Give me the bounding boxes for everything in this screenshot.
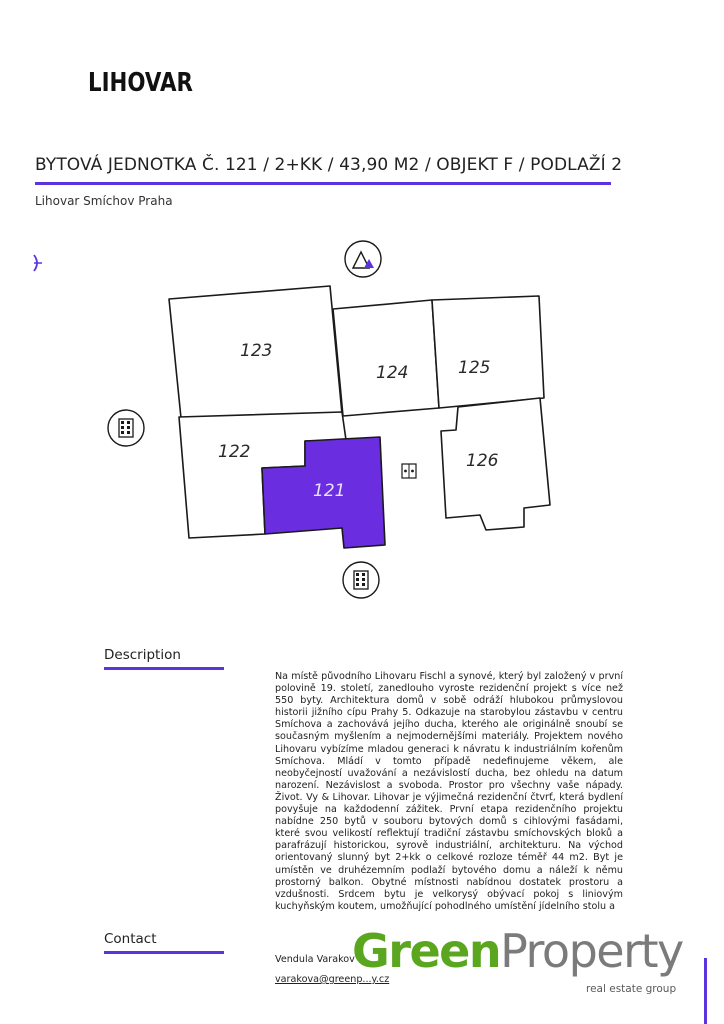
greenproperty-logo-green: Green: [352, 924, 501, 978]
title-underline: [35, 182, 611, 185]
greenproperty-tagline: real estate group: [586, 983, 677, 995]
building-icon: [343, 562, 379, 598]
project-subtitle: Lihovar Smíchov Praha: [35, 194, 173, 208]
building-icon: [108, 410, 144, 446]
contact-heading: Contact: [104, 931, 157, 947]
contact-name: Vendula Varakov: [275, 954, 355, 965]
compass-mark-icon: [28, 253, 44, 273]
unit-label-126: 126: [466, 451, 499, 471]
contact-underline: [104, 951, 224, 954]
mountain-icon: [345, 241, 381, 277]
greenproperty-logo: [352, 924, 683, 978]
contact-email-link[interactable]: varakova@greenp...y.cz: [275, 974, 390, 985]
page-title: BYTOVÁ JEDNOTKA Č. 121 / 2+KK / 43,90 M2 / OBJEKT F / PODLAŽÍ 2: [35, 155, 623, 175]
unit-label-123: 123: [240, 341, 273, 361]
lihovar-logo: LIHOVAR: [88, 68, 193, 98]
unit-label-125: 125: [458, 358, 491, 378]
unit-125-outline: [432, 296, 544, 408]
description-underline: [104, 667, 224, 670]
stairs-icon: [402, 464, 416, 478]
accent-bar: [704, 958, 707, 1024]
description-text: Na místě původního Lihovaru Fischl a synové, který byl založený v první polovině 19. století, zanedlouho vyroste rezidenční projekt s více než 550 byty. Architektura domů v sobě odráží hlubokou průmyslovou historii jižního cípu Prahy 5. Odkazuje na starobylou zástavbu v centru Smíchova a zachovává jejího ducha, kterého ale originálně snoubí se současným myšlením a nejmodernějšími materiály. Projektem nového Lihovaru vybízíme mladou generaci k návratu k industriálním kořenům Smíchova. Mládí v tomto případě nedefinujeme věkem, ale neobyčejností uvažování a nezávislostí ducha, bez ohledu na datum narození. Nezávislost a svoboda. Prostor pro všechny vaše nápady. Život. Vy & Lihovar. Lihovar je výjimečná rezidenční čtvrť, která bydlení povyšuje na každodenní zážitek. První etapa rezidenčního projektu nabídne 250 bytů v souboru bytových domů s cihlovými fasádami, které svou velikostí reflektují tradiční zástavbu smíchovských bloků a parafrázují historickou, syrově industriální, architekturu. Na východ orientovaný slunný byt 2+kk o celkové rozloze téměř 44 m2. Byt je umístěn ve druhézemním podlaží bytového domu a náleží k němu prostorný balkon. Obytné místnosti nabídnou dostatek prostoru a vzdušnosti. Srdcem bytu je velkorysý obývací pokoj s liniovým kuchyňským koutem, umožňující pohodlného umístění jídelního stolu a: [275, 671, 623, 911]
unit-124-outline: [333, 300, 439, 416]
greenproperty-logo-gray: Property: [500, 924, 683, 978]
unit-label-121: 121: [313, 481, 346, 501]
unit-label-124: 124: [376, 363, 409, 383]
description-heading: Description: [104, 647, 181, 663]
floor-plan: [100, 232, 570, 602]
unit-label-122: 122: [218, 442, 251, 462]
